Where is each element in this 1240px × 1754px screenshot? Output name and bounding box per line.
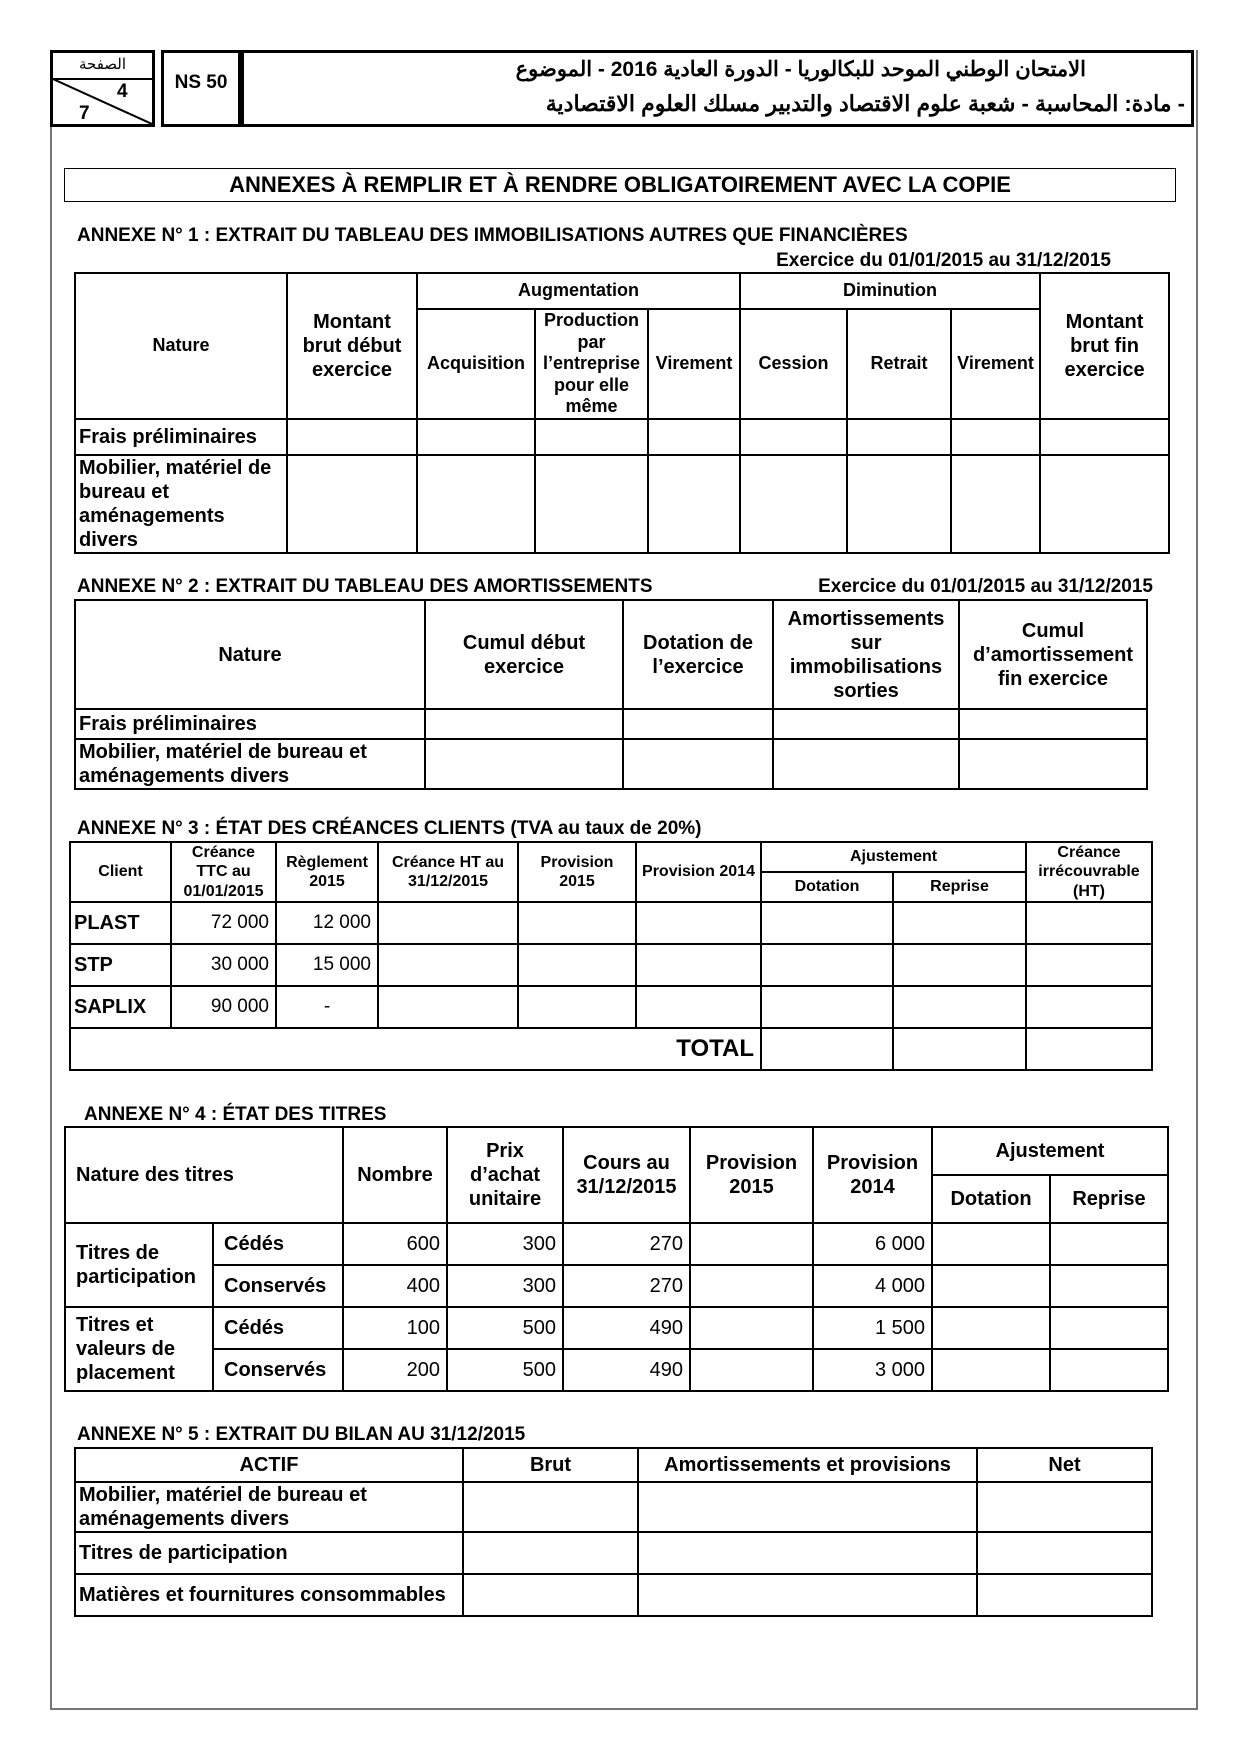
provision-2014: 3 000 xyxy=(813,1349,932,1391)
cours: 490 xyxy=(563,1349,690,1391)
annexe2-table xyxy=(74,599,1148,790)
cours: 490 xyxy=(563,1307,690,1349)
header-diminution: Diminution xyxy=(740,273,1040,309)
group-titres-placement: Titres et valeurs de placement xyxy=(65,1307,213,1391)
table-row xyxy=(70,902,1152,944)
annexe5-title: ANNEXE N° 5 : EXTRAIT DU BILAN AU 31/12/2015 xyxy=(77,1424,526,1445)
provision-2014: 1 500 xyxy=(813,1307,932,1349)
table-row xyxy=(65,1223,1168,1265)
header-actif: ACTIF xyxy=(75,1448,463,1482)
header-provision-2014: Provision 2014 xyxy=(813,1127,932,1223)
creance-ttc: 72 000 xyxy=(171,902,276,944)
header-cours: Cours au 31/12/2015 xyxy=(563,1127,690,1223)
header-ajustement: Ajustement xyxy=(932,1127,1168,1175)
reglement: - xyxy=(276,986,378,1028)
table-row xyxy=(70,944,1152,986)
provision-2014: 6 000 xyxy=(813,1223,932,1265)
header-amortissements: Amortissements et provisions xyxy=(638,1448,977,1482)
client-name: STP xyxy=(70,944,171,986)
header-reprise: Reprise xyxy=(1050,1175,1168,1223)
header-nature: Nature xyxy=(75,600,425,709)
header-ajustement: Ajustement xyxy=(761,842,1026,872)
main-title: ANNEXES À REMPLIR ET À RENDRE OBLIGATOIREMENT AVEC LA COPIE xyxy=(229,172,1011,197)
exam-title-line1: الامتحان الوطني الموحد للبكالوريا - الدورة العادية 2016 - الموضوع xyxy=(515,58,1086,81)
row-frais-preliminaires: Frais préliminaires xyxy=(75,709,425,739)
annexe4-title: ANNEXE N° 4 : ÉTAT DES TITRES xyxy=(84,1104,387,1125)
header-nature-titres: Nature des titres xyxy=(65,1127,343,1223)
header-acquisition: Acquisition xyxy=(417,309,535,419)
page-number-box xyxy=(50,50,155,127)
header-reprise: Reprise xyxy=(893,872,1026,902)
label-cedes: Cédés xyxy=(213,1307,343,1349)
row-mobilier: Mobilier, matériel de bureau et aménagements divers xyxy=(75,455,287,553)
row-mobilier: Mobilier, matériel de bureau et aménagements divers xyxy=(75,1482,463,1532)
annexe2-exercice: Exercice du 01/01/2015 au 31/12/2015 xyxy=(818,576,1153,597)
nombre: 200 xyxy=(343,1349,447,1391)
header-dotation: Dotation xyxy=(932,1175,1050,1223)
prix: 300 xyxy=(447,1265,563,1307)
prix: 500 xyxy=(447,1349,563,1391)
header-amort-sorties: Amortissements sur immobilisations sorties xyxy=(773,600,959,709)
header-augmentation: Augmentation xyxy=(417,273,740,309)
page-total: 7 xyxy=(79,103,90,124)
prix: 300 xyxy=(447,1223,563,1265)
annexe1-exercice: Exercice du 01/01/2015 au 31/12/2015 xyxy=(776,250,1111,271)
annexe4-table xyxy=(64,1126,1169,1392)
client-name: PLAST xyxy=(70,902,171,944)
label-conserves: Conservés xyxy=(213,1349,343,1391)
row-titres-participation: Titres de participation xyxy=(75,1532,463,1574)
main-title-box xyxy=(64,168,1176,202)
table-row xyxy=(65,1349,1168,1391)
header-retrait: Retrait xyxy=(847,309,951,419)
total-label: TOTAL xyxy=(70,1028,761,1070)
header-provision-2015: Provision 2015 xyxy=(518,842,636,902)
header-reglement: Règlement 2015 xyxy=(276,842,378,902)
page-label: الصفحة xyxy=(78,56,127,73)
header-irrecouvrable: Créance irrécouvrable (HT) xyxy=(1026,842,1152,902)
header-dotation: Dotation xyxy=(761,872,893,902)
annexe1-table xyxy=(74,272,1170,554)
label-cedes: Cédés xyxy=(213,1223,343,1265)
group-titres-participation: Titres de participation xyxy=(65,1223,213,1307)
label-conserves: Conservés xyxy=(213,1265,343,1307)
header-net: Net xyxy=(977,1448,1152,1482)
code-box xyxy=(161,50,241,127)
header-creance-ht: Créance HT au 31/12/2015 xyxy=(378,842,518,902)
header-cumul-fin: Cumul d’amortissement fin exercice xyxy=(959,600,1147,709)
annexe3-table xyxy=(69,841,1153,1071)
table-row xyxy=(65,1307,1168,1349)
reglement: 12 000 xyxy=(276,902,378,944)
exam-title-line2: - مادة: المحاسبة - شعبة علوم الاقتصاد والتدبير مسلك العلوم الاقتصادية xyxy=(545,91,1185,116)
header-cession: Cession xyxy=(740,309,847,419)
prix: 500 xyxy=(447,1307,563,1349)
header-creance-ttc: Créance TTC au 01/01/2015 xyxy=(171,842,276,902)
cours: 270 xyxy=(563,1223,690,1265)
header-dotation: Dotation de l’exercice xyxy=(623,600,773,709)
header-cumul-debut: Cumul début exercice xyxy=(425,600,623,709)
header-prix: Prix d’achat unitaire xyxy=(447,1127,563,1223)
header-montant-debut: Montant brut début exercice xyxy=(287,273,417,419)
header-nature: Nature xyxy=(75,273,287,419)
header-montant-fin: Montant brut fin exercice xyxy=(1040,273,1169,419)
annexe1-title: ANNEXE N° 1 : EXTRAIT DU TABLEAU DES IMMOBILISATIONS AUTRES QUE FINANCIÈRES xyxy=(77,225,908,246)
annexe3-title: ANNEXE N° 3 : ÉTAT DES CRÉANCES CLIENTS (TVA au taux de 20%) xyxy=(77,818,702,839)
provision-2014: 4 000 xyxy=(813,1265,932,1307)
client-name: SAPLIX xyxy=(70,986,171,1028)
header-virement-aug: Virement xyxy=(648,309,740,419)
header-brut: Brut xyxy=(463,1448,638,1482)
row-mobilier: Mobilier, matériel de bureau et aménagements divers xyxy=(75,739,425,789)
header-client: Client xyxy=(70,842,171,902)
table-row xyxy=(65,1265,1168,1307)
cours: 270 xyxy=(563,1265,690,1307)
nombre: 400 xyxy=(343,1265,447,1307)
exam-code: NS 50 xyxy=(174,72,228,93)
header-production: Production par l’entreprise pour elle même xyxy=(535,309,648,419)
exam-title-box xyxy=(241,50,1194,127)
nombre: 100 xyxy=(343,1307,447,1349)
page-number: 4 xyxy=(117,81,128,102)
row-matieres: Matières et fournitures consommables xyxy=(75,1574,463,1616)
header-nombre: Nombre xyxy=(343,1127,447,1223)
creance-ttc: 90 000 xyxy=(171,986,276,1028)
header-provision-2014: Provision 2014 xyxy=(636,842,761,902)
reglement: 15 000 xyxy=(276,944,378,986)
nombre: 600 xyxy=(343,1223,447,1265)
header-virement-dim: Virement xyxy=(951,309,1040,419)
creance-ttc: 30 000 xyxy=(171,944,276,986)
table-row xyxy=(70,986,1152,1028)
row-frais-preliminaires: Frais préliminaires xyxy=(75,419,287,455)
annexe2-title: ANNEXE N° 2 : EXTRAIT DU TABLEAU DES AMORTISSEMENTS xyxy=(77,576,653,597)
annexe5-table xyxy=(74,1447,1153,1617)
header-provision-2015: Provision 2015 xyxy=(690,1127,813,1223)
